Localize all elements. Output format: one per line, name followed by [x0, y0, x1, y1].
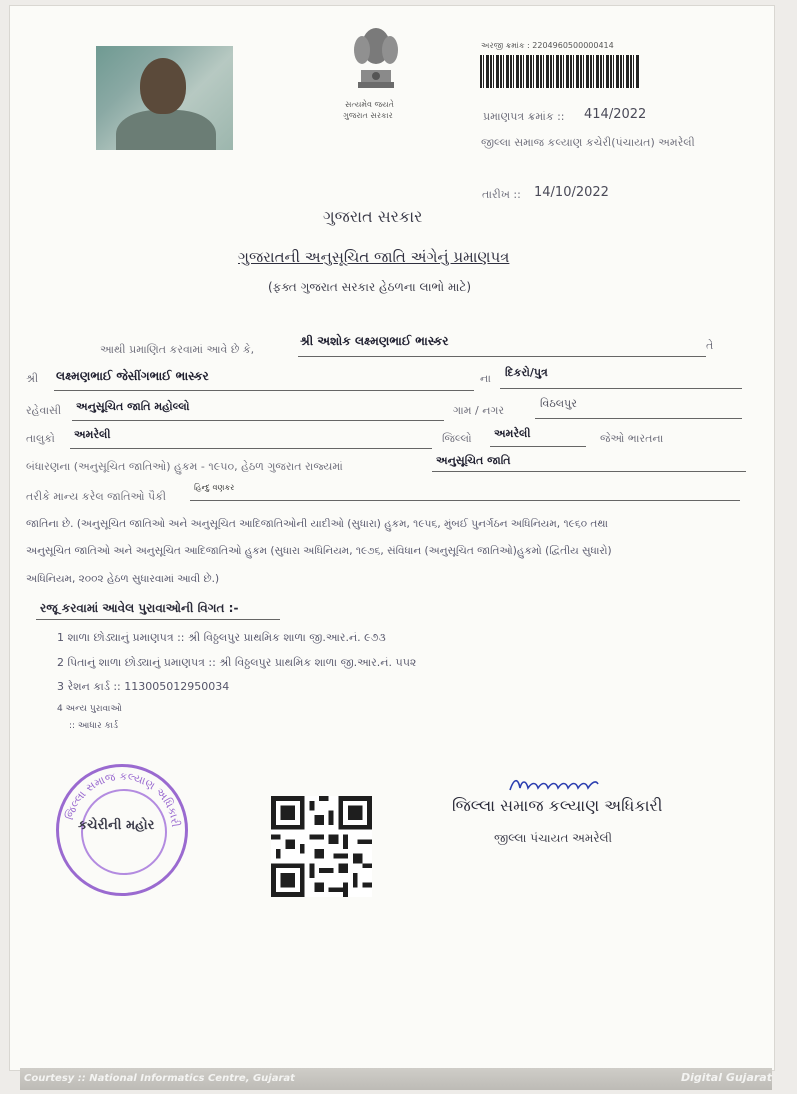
citizen-label: જેઓ ભારતના: [600, 432, 664, 445]
application-number: અરજી ક્રમાંક : 2204960500000414: [481, 41, 614, 50]
te-label: તે: [706, 339, 714, 352]
date-label: તારીખ ::: [482, 188, 521, 201]
evidence-heading: રજૂ કરવામાં આવેલ પુરાવાઓની વિગત :-: [40, 601, 239, 615]
na-label: ના: [480, 372, 491, 385]
certificate-sheet: [10, 6, 774, 1070]
certify-label: આથી પ્રમાણિત કરવામાં આવે છે કે,: [100, 343, 255, 356]
certificate-number-label: પ્રમાણપત્ર ક્રમાંક ::: [483, 110, 565, 123]
village-value: વિઠલપુર: [540, 397, 577, 410]
evidence-item: 3 રેશન કાર્ડ :: 113005012950034: [57, 680, 230, 693]
state-emblem-icon: [331, 22, 421, 100]
emblem-motto: સત્યમેવ જયતે: [345, 100, 394, 109]
government-title: ગુજરાત સરકાર: [323, 207, 423, 226]
emblem-caption: ગુજરાત સરકાર: [343, 111, 393, 120]
resident-label: રહેવાસી: [26, 404, 62, 417]
certificate-heading: ગુજરાતની અનુસૂચિત જાતિ અંગેનું પ્રમાણપત્ર: [238, 248, 510, 266]
barcode: [480, 55, 640, 88]
evidence-item: 4 અન્ય પુરાવાઓ: [57, 704, 122, 714]
relation: દિકરો/પુત્ર: [505, 366, 548, 379]
officer-office: જીલ્લા પંચાયત અમરેલી: [494, 831, 613, 845]
father-name: લક્ષ્મણભાઈ જેસીંગભાઈ ભાસ્કર: [56, 369, 209, 383]
resident-value: અનુસૂચિત જાતિ મહોલ્લો: [76, 400, 190, 413]
legal-para-2: અનુસૂચિત જાતિઓ અને અનુસૂચિત આદિજાતિઓ હુકમ (સુધારા અધિનિયમ, ૧૯૭૬, સંવિધાન (અનુસૂચિત જાતિઓ)હુકમો (દ્વિતીય સુધારો): [26, 545, 612, 557]
footer-brand: Digital Gujarat: [681, 1071, 772, 1084]
category-value: અનુસૂચિત જાતિ: [436, 454, 511, 467]
district-value: અમરેલી: [494, 427, 531, 440]
village-label: ગામ / નગર: [453, 404, 505, 417]
evidence-item: 2 પિતાનું શાળા છોડ્યાનું પ્રમાણપત્ર :: શ્રી વિઠ્ઠલપુર પ્રાથમિક શાળા જી.આર.નં. ૫૫૨: [57, 656, 417, 669]
evidence-item: 1 શાળા છોડ્યાનું પ્રમાણપત્ર :: શ્રી વિઠ્ઠલપુર પ્રાથમિક શાળા જી.આર.નં. ૯૭૩: [57, 631, 386, 644]
order-label: બંધારણના (અનુસૂચિત જાતિઓ) હુકમ - ૧૯૫૦, હેઠળ ગુજરાત રાજ્યમાં: [26, 460, 343, 473]
applicant-photo: [96, 46, 233, 150]
footer-courtesy: Courtesy :: National Informatics Centre, Gujarat: [24, 1073, 295, 1084]
evidence-item: :: આધાર કાર્ડ: [69, 721, 118, 731]
issuing-office: જીલ્લા સમાજ કલ્યાણ કચેરી(પંચાયત) અમરેલી: [481, 136, 695, 149]
legal-para-1: જાતિના છે. (અનુસૂચિત જાતિઓ અને અનુસૂચિત આદિજાતિઓની યાદીઓ (સુધારા) હુકમ, ૧૯૫૬, મુંબઈ પુનર્ગઠન અધિનિયમ, ૧૯૬૦ તથા: [26, 518, 608, 530]
applicant-name: શ્રી અશોક લક્ષ્મણભાઈ ભાસ્કર: [300, 334, 449, 348]
officer-signature: [508, 776, 600, 796]
officer-title: જિલ્લા સમાજ કલ્યાણ અધિકારી: [452, 796, 663, 815]
qr-code: [271, 796, 372, 897]
district-label: જિલ્લો: [442, 432, 472, 445]
caste-value: હિન્દુ વણકર: [194, 483, 235, 492]
certificate-number: 414/2022: [584, 107, 647, 122]
legal-para-3: અધિનિયમ, ૨૦૦૨ હેઠળ સુધારવામાં આવી છે.): [26, 573, 220, 585]
certificate-subheading: (ફક્ત ગુજરાત સરકાર હેઠળના લાભો માટે): [268, 280, 472, 294]
taluka-value: અમરેલી: [74, 428, 111, 441]
seal-ring-text: જિલ્લા સમાજ કલ્યાણ અધિકારી: [62, 769, 183, 828]
office-seal-label: કચેરીની મહોર: [78, 818, 155, 833]
recognized-label: તરીકે માન્ય કરેલ જાતિઓ પૈકી: [26, 490, 167, 503]
taluka-label: તાલુકો: [26, 432, 55, 445]
issue-date: 14/10/2022: [534, 185, 609, 200]
shri-label: શ્રી: [26, 372, 39, 385]
